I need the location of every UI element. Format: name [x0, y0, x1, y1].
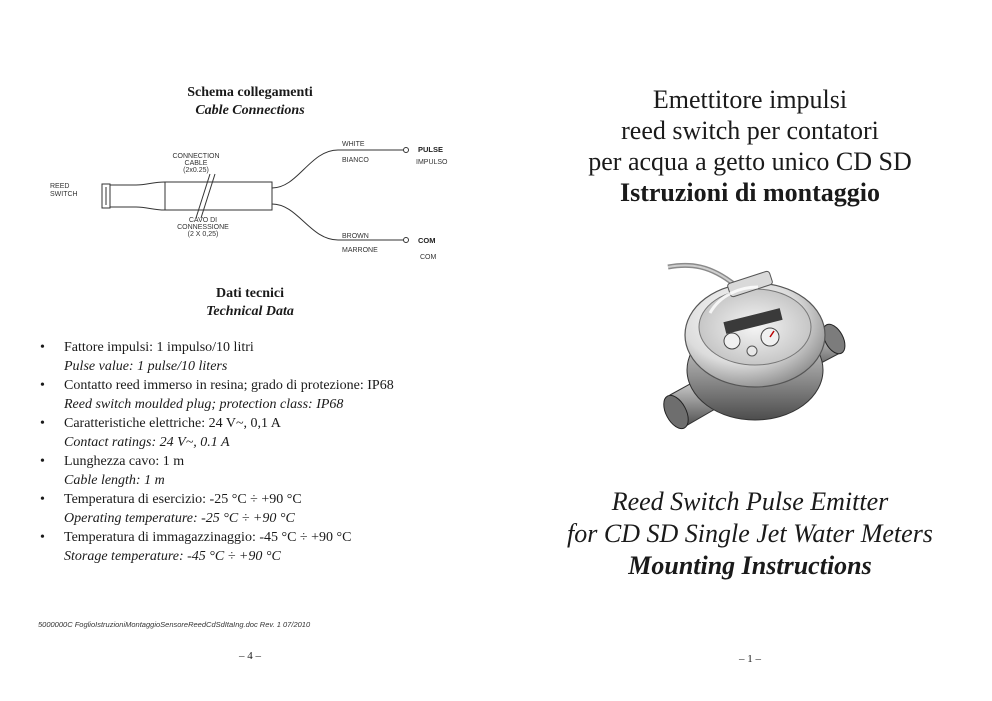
cable-en-1: CONNECTION — [172, 153, 220, 160]
spec-en: Reed switch moulded plug; protection class: IP68 — [64, 397, 344, 412]
spec-en: Cable length: 1 m — [64, 473, 165, 488]
spec-item — [38, 338, 478, 376]
spec-it: Contatto reed immerso in resina; grado di protezione: IP68 — [64, 378, 394, 393]
spec-item — [38, 490, 478, 528]
technical-data-title — [100, 285, 400, 321]
cable-en-2: CABLE — [184, 160, 208, 167]
reed-label-2: SWITCH — [50, 191, 78, 198]
spec-item — [38, 528, 478, 566]
bullet: • — [40, 492, 45, 507]
cable-it-2: CONNESSIONE — [177, 224, 229, 231]
spec-en: Storage temperature: -45 °C ÷ +90 °C — [64, 549, 281, 564]
bullet: • — [40, 378, 45, 393]
dati-title-en: Technical Data — [206, 304, 294, 319]
cable-it-1: CAVO DI — [188, 217, 218, 224]
spec-it: Fattore impulsi: 1 impulso/10 litri — [64, 340, 254, 355]
technical-specs-list — [38, 338, 478, 566]
reed-label-1: REED — [50, 183, 70, 190]
page-number-left: – 4 – — [239, 650, 261, 662]
bullet: • — [40, 530, 45, 545]
pulse-terminal — [404, 148, 409, 153]
white-label: WHITE — [342, 141, 365, 148]
title-it-line-3: per acqua a getto unico CD SD — [588, 147, 912, 176]
spec-en: Operating temperature: -25 °C ÷ +90 °C — [64, 511, 295, 526]
spec-item — [38, 376, 478, 414]
spec-item — [38, 452, 478, 490]
impulso-label: IMPULSO — [416, 159, 448, 166]
spec-it: Caratteristiche elettriche: 24 V~, 0,1 A — [64, 416, 281, 431]
title-it-line-1: Emettitore impulsi — [652, 85, 848, 114]
dati-title-it: Dati tecnici — [215, 286, 285, 301]
com-it-label: COM — [420, 254, 437, 261]
schema-title — [100, 84, 400, 120]
pulse-label: PULSE — [418, 145, 444, 154]
title-en-line-3: Mounting Instructions — [628, 551, 872, 580]
brown-label: BROWN — [342, 233, 369, 240]
cable-it-3: (2 X 0,25) — [187, 231, 219, 238]
bullet: • — [40, 416, 45, 431]
spec-it: Temperatura di esercizio: -25 °C ÷ +90 °C — [64, 492, 302, 507]
cable-connection-diagram — [48, 138, 468, 266]
title-english — [520, 486, 980, 582]
schema-title-en: Cable Connections — [195, 103, 305, 118]
title-it-line-4: Istruzioni di montaggio — [619, 178, 881, 207]
title-it-line-2: reed switch per contatori — [621, 116, 879, 145]
marrone-label: MARRONE — [342, 247, 378, 254]
page-number-right: – 1 – — [739, 653, 761, 665]
bullet: • — [40, 340, 45, 355]
bullet: • — [40, 454, 45, 469]
com-terminal — [404, 238, 409, 243]
spec-it: Lunghezza cavo: 1 m — [64, 454, 185, 469]
schema-title-it: Schema collegamenti — [187, 85, 313, 100]
title-italian — [520, 84, 980, 208]
cable-en-3: (2x0.25) — [183, 167, 209, 174]
title-en-line-2: for CD SD Single Jet Water Meters — [567, 519, 933, 548]
title-en-line-1: Reed Switch Pulse Emitter — [611, 487, 889, 516]
spec-item — [38, 414, 478, 452]
spec-en: Pulse value: 1 pulse/10 liters — [64, 359, 228, 374]
bianco-label: BIANCO — [342, 157, 369, 164]
cable-sheath — [165, 182, 272, 210]
spec-it: Temperatura di immagazzinaggio: -45 °C ÷ +90 °C — [64, 530, 352, 545]
com-label: COM — [418, 236, 436, 245]
document-footer: 5000000C FoglioIstruzioniMontaggioSensoreReedCdSdItaIng.doc Rev. 1 07/2010 — [38, 620, 311, 629]
spec-en: Contact ratings: 24 V~, 0.1 A — [64, 435, 230, 450]
water-meter-photo — [640, 255, 860, 445]
